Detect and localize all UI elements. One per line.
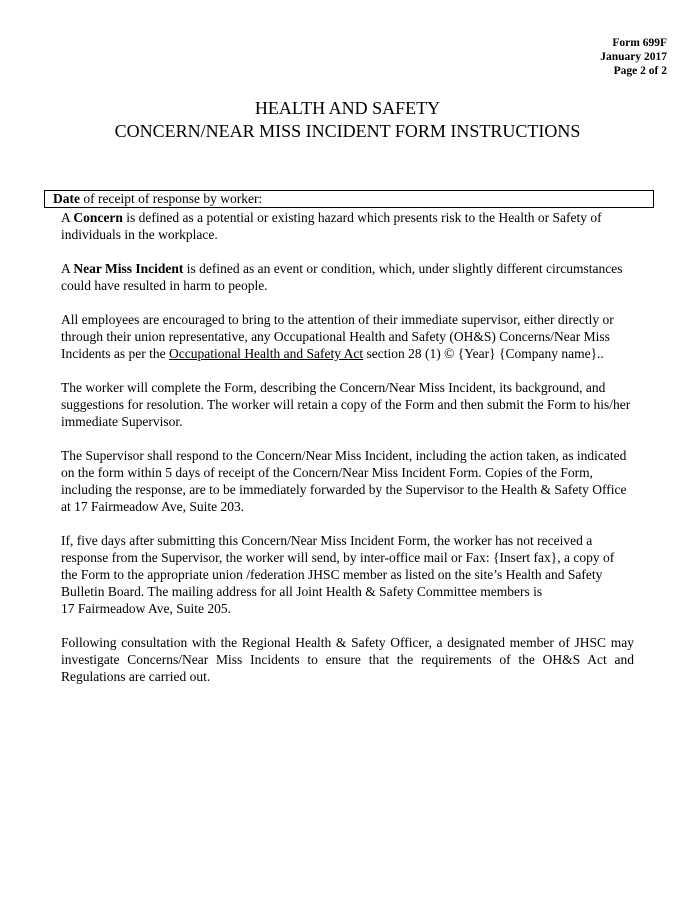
title-line-1: HEALTH AND SAFETY xyxy=(254,98,441,118)
instructions-body xyxy=(61,209,634,702)
concern-definition xyxy=(61,209,634,243)
date-of-receipt-field[interactable] xyxy=(44,190,654,208)
five-days-text: If, five days after submitting this Concern/Near Miss Incident Form, the worker has not received a response from the Supervisor, the worker will send, by inter-office mail or Fax: {Insert fax}, a copy of the Form to the appropriate union /federation JHSC member as listed on the site’s Health and Safety Bulletin Board. The mailing address for all Joint Health & Safety Committee members is xyxy=(61,533,615,599)
five-days-address: 17 Fairmeadow Ave, Suite 205. xyxy=(61,601,231,616)
near-miss-term: Near Miss Incident xyxy=(73,261,184,276)
date-label: Date xyxy=(53,191,80,206)
near-miss-text: is defined as an event or condition, which, under slightly different circumstances could have resulted in harm to people. xyxy=(61,261,623,293)
near-miss-definition xyxy=(61,260,634,294)
supervisor-paragraph: The Supervisor shall respond to the Concern/Near Miss Incident, including the action taken, as indicated on the form within 5 days of receipt of the Concern/Near Miss Incident Form. Copies of the Form, including the response, are to be immediately forwarded by the Supervisor to the Health & Safety Office at 17 Fairmeadow Ave, Suite 203. xyxy=(61,448,627,514)
worker-paragraph: The worker will complete the Form, describing the Concern/Near Miss Incident, its background, and suggestions for resolution. The worker will retain a copy of the Form and then submit the Form to his/her immediate Supervisor. xyxy=(61,380,631,429)
title-line-2: CONCERN/NEAR MISS INCIDENT FORM INSTRUCTIONS xyxy=(114,121,581,141)
consultation-paragraph: Following consultation with the Regional Health & Safety Officer, a designated member of JHSC may investigate Concerns/Near Miss Incidents to ensure that the requirements of the OH&S Act and Regulations are carried out. xyxy=(61,635,634,684)
near-miss-prefix: A xyxy=(61,261,74,276)
document-title xyxy=(0,97,695,143)
concern-term: Concern xyxy=(73,210,123,225)
ohs-act-link[interactable]: Occupational Health and Safety Act xyxy=(168,346,364,361)
concern-prefix: A xyxy=(61,210,74,225)
concern-text: is defined as a potential or existing hazard which presents risk to the Health or Safety of individuals in the workplace. xyxy=(61,210,602,242)
employees-paragraph xyxy=(61,311,634,362)
employees-text-before: All employees are encouraged to bring to the attention of their immediate supervisor, either directly or through their union representative, any Occupational Health and Safety (OH&S) Concerns/Near Miss Incidents as per the xyxy=(61,312,614,361)
five-days-paragraph xyxy=(61,532,634,617)
date-field-text: of receipt of response by worker: xyxy=(80,191,263,206)
form-header-meta xyxy=(600,36,667,78)
employees-text-after: section 28 (1) © {Year} {Company name}.. xyxy=(363,346,604,361)
form-number: Form 699F xyxy=(612,37,667,49)
form-date: January 2017 xyxy=(600,51,667,63)
page-number: Page 2 of 2 xyxy=(613,65,667,77)
